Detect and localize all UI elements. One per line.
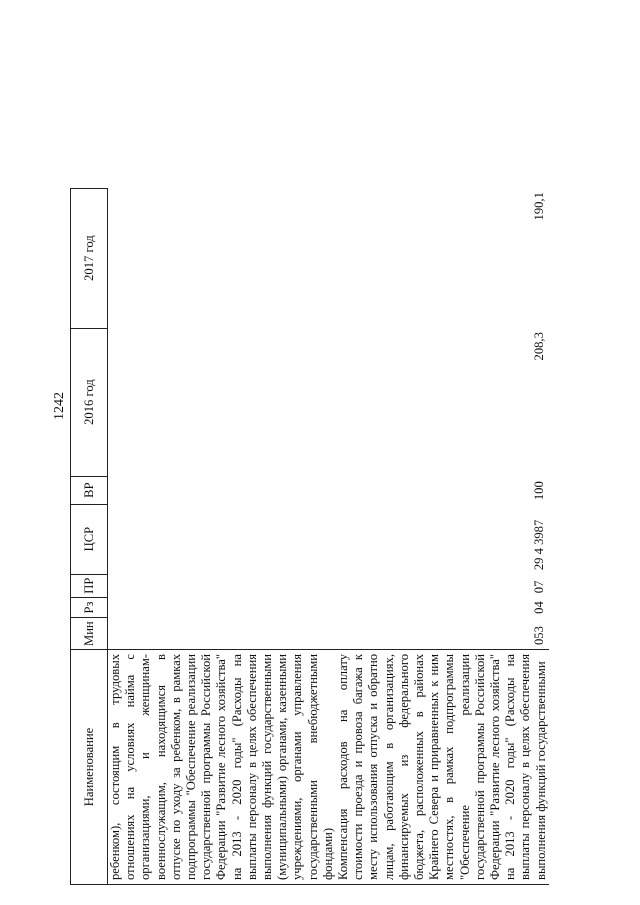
row-vr [108, 476, 337, 504]
header-2016: 2016 год [71, 328, 108, 476]
header-rz: Рз [71, 597, 108, 618]
row-rz: 04 [531, 601, 546, 614]
row-name: Компенсация расходов на оплату стоимости проезда и провоза багажа к месту использования отпуска и обратно лицам, работающим в организациях, финансируемых из федерального бюджета, расположенных в районах Крайнего Севера и приравненных к ним местностях, в рамках подпрограммы "Обеспечение реализации государственной программы Российской Федерации "Развитие лесного хозяйства" на 2013 - 2020 годы" (Расходы на выплаты персоналу в целях обеспечения выполнения функций государственными [336, 650, 549, 885]
header-name: Наименование [71, 650, 108, 885]
row-2017: 190,1 [531, 192, 546, 221]
table-header-row [71, 188, 108, 884]
header-min: Мин [71, 618, 108, 650]
row-2017 [108, 188, 337, 328]
row-csr: 29 4 3987 [531, 519, 546, 571]
budget-table [70, 188, 549, 885]
row-2016: 208,3 [531, 332, 546, 361]
header-vr: ВР [71, 476, 108, 504]
row-csr [108, 504, 337, 574]
row-name: ребенком), состоящим в трудовых отношениях на условиях найма с организациями, и женщинам-военнослужащим, находящимся в отпуске по уходу за ребенком, в рамках подпрограммы "Обеспечение реализации государственной программы Российской Федерации "Развитие лесного хозяйства" на 2013 - 2020 годы" (Расходы на выплаты персоналу в целях обеспечения выполнения функций государственными (муниципальными) органами, казенными учреждениями, органами управления государственными внебюджетными фондами) [108, 650, 337, 885]
table-row [108, 188, 337, 884]
row-min: 053 [531, 626, 546, 645]
row-vr: 100 [531, 481, 546, 501]
row-2016 [108, 328, 337, 476]
page-number: 1242 [52, 392, 67, 420]
row-min [108, 618, 337, 650]
table-row [336, 188, 549, 884]
header-csr: ЦСР [71, 504, 108, 574]
row-pr: 07 [531, 580, 546, 594]
row-rz [108, 597, 337, 618]
header-2017: 2017 год [71, 188, 108, 328]
row-pr [108, 574, 337, 597]
header-pr: ПР [71, 574, 108, 597]
